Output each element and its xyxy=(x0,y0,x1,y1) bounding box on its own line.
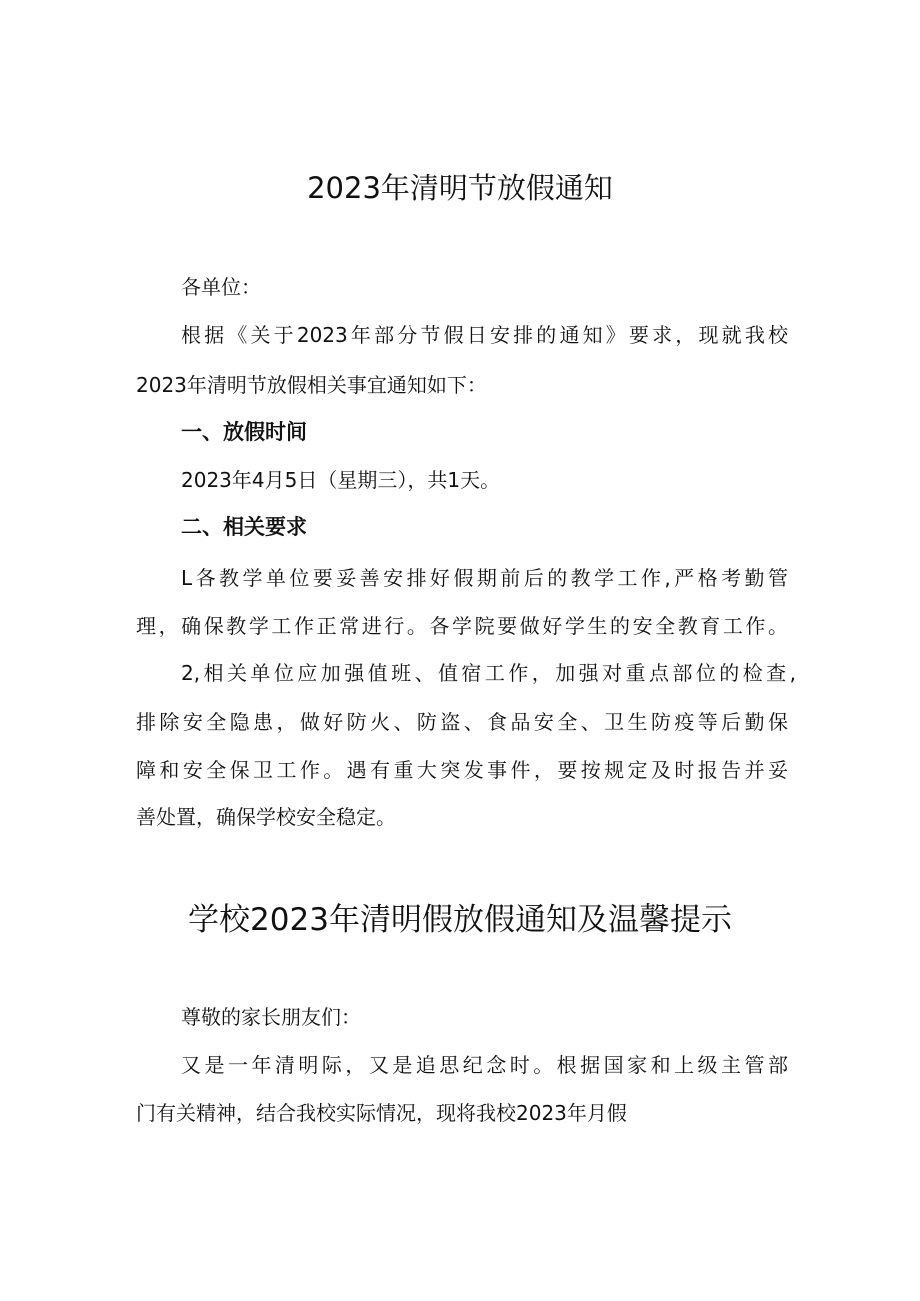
notice-1-title: 2023年清明节放假通知 xyxy=(307,171,613,205)
notice-2-salutation: 尊敬的家长朋友们： xyxy=(181,1005,361,1029)
notice-1-intro-line-2: 2023年清明节放假相关事宜通知如下： xyxy=(136,373,487,397)
item-2-line-1: 2,相关单位应加强值班、值宿工作，加强对重点部位的检查, xyxy=(181,661,796,685)
section-1-text: 2023年4月5日（星期三），共1天。 xyxy=(181,468,501,492)
notice-2-body-line-2: 门有关精神，结合我校实际情况，现将我校2023年月假 xyxy=(136,1101,627,1125)
item-2-line-3: 障和安全保卫工作。遇有重大突发事件，要按规定及时报告并妥 xyxy=(136,758,788,782)
item-1-line-2: 理，确保教学工作正常进行。各学院要做好学生的安全教育工作。 xyxy=(136,614,788,638)
notice-1-intro-line-1: 根据《关于2023年部分节假日安排的通知》要求，现就我校 xyxy=(181,323,788,347)
notice-1-salutation: 各单位： xyxy=(181,275,261,299)
item-1-line-1: L各教学单位要妥善安排好假期前后的教学工作,严格考勤管 xyxy=(181,566,788,590)
item-2-line-4: 善处置，确保学校安全稳定。 xyxy=(136,805,396,829)
item-2-line-2: 排除安全隐患，做好防火、防盗、食品安全、卫生防疫等后勤保 xyxy=(136,710,788,734)
section-2-heading: 二、相关要求 xyxy=(181,515,307,539)
notice-2-body-line-1: 又是一年清明际，又是追思纪念时。根据国家和上级主管部 xyxy=(181,1053,788,1077)
section-1-heading: 一、放假时间 xyxy=(181,420,307,444)
notice-2-title: 学校2023年清明假放假通知及温馨提示 xyxy=(188,902,732,938)
